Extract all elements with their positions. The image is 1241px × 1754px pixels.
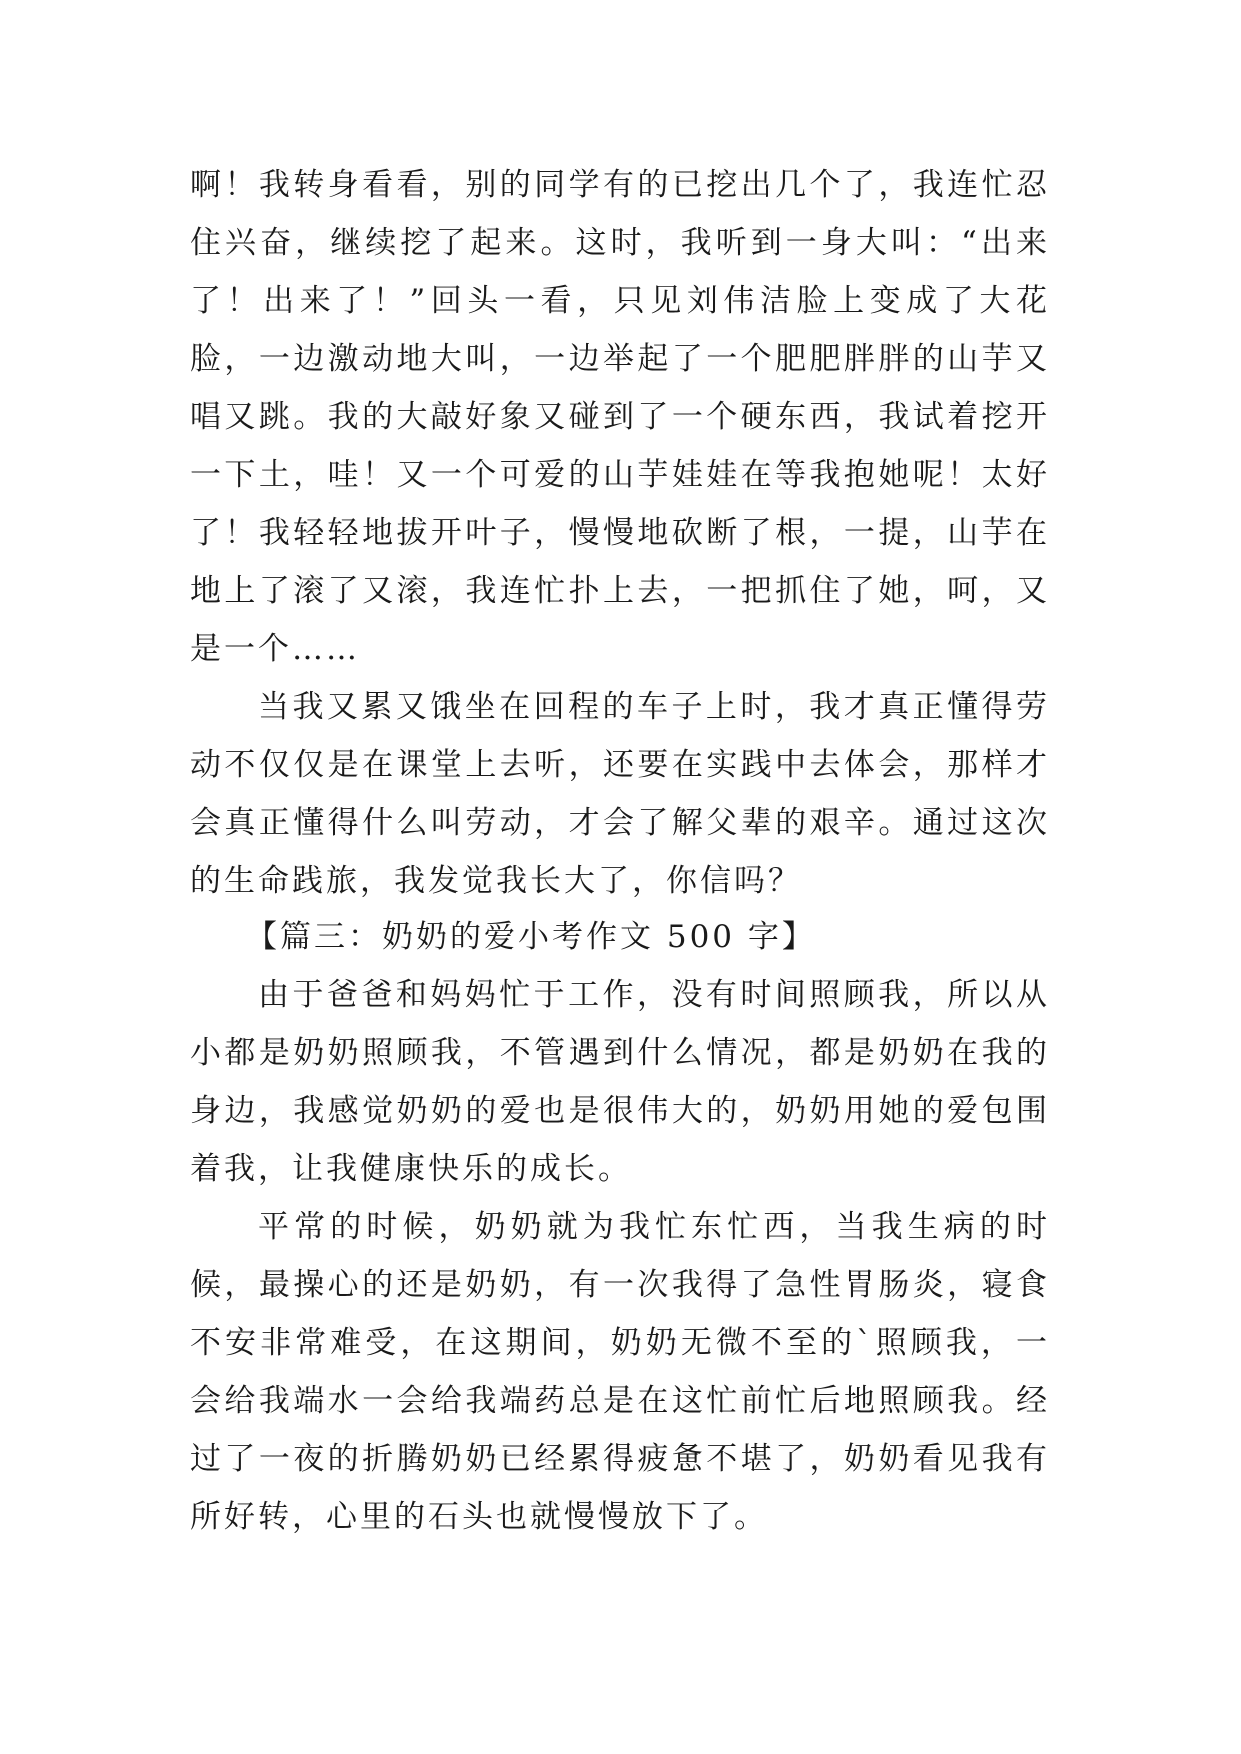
section-paragraph-1: 由于爸爸和妈妈忙于工作，没有时间照顾我，所以从小都是奶奶照顾我，不管遇到什么情况，都是奶奶在我的身边，我感觉奶奶的爱也是很伟大的，奶奶用她的爱包围着我，让我健康快乐的成长。 [190,977,1050,1187]
story-paragraph-1: 啊！我转身看看，别的同学有的已挖出几个了，我连忙忍住兴奋，继续挖了起来。这时，我听到一身大叫：“出来了！出来了！”回头一看，只见刘伟洁脸上变成了大花脸，一边激动地大叫，一边举起了一个肥肥胖胖的山芋又唱又跳。我的大敲好象又碰到了一个硬东西，我试着挖开一下土，哇！又一个可爱的山芋娃娃在等我抱她呢！太好了！我轻轻地拔开叶子，慢慢地砍断了根，一提，山芋在地上了滚了又滚，我连忙扑上去，一把抓住了她，呵，又是一个…… [190,167,1050,667]
section-title: 【篇三：奶奶的爱小考作文 500 字】 [246,919,816,955]
story-continuation [190,156,1050,910]
story-paragraph-2: 当我又累又饿坐在回程的车子上时，我才真正懂得劳动不仅仅是在课堂上去听，还要在实践中去体会，那样才会真正懂得什么叫劳动，才会了解父辈的艰辛。通过这次的生命践旅，我发觉我长大了，你信吗？ [190,689,1050,899]
section-three [190,908,1050,1546]
section-paragraph-2: 平常的时候，奶奶就为我忙东忙西，当我生病的时候，最操心的还是奶奶，有一次我得了急性胃肠炎，寝食不安非常难受，在这期间，奶奶无微不至的`照顾我，一会给我端水一会给我端药总是在这忙前忙后地照顾我。经过了一夜的折腾奶奶已经累得疲惫不堪了，奶奶看见我有所好转，心里的石头也就慢慢放下了。 [190,1209,1050,1535]
